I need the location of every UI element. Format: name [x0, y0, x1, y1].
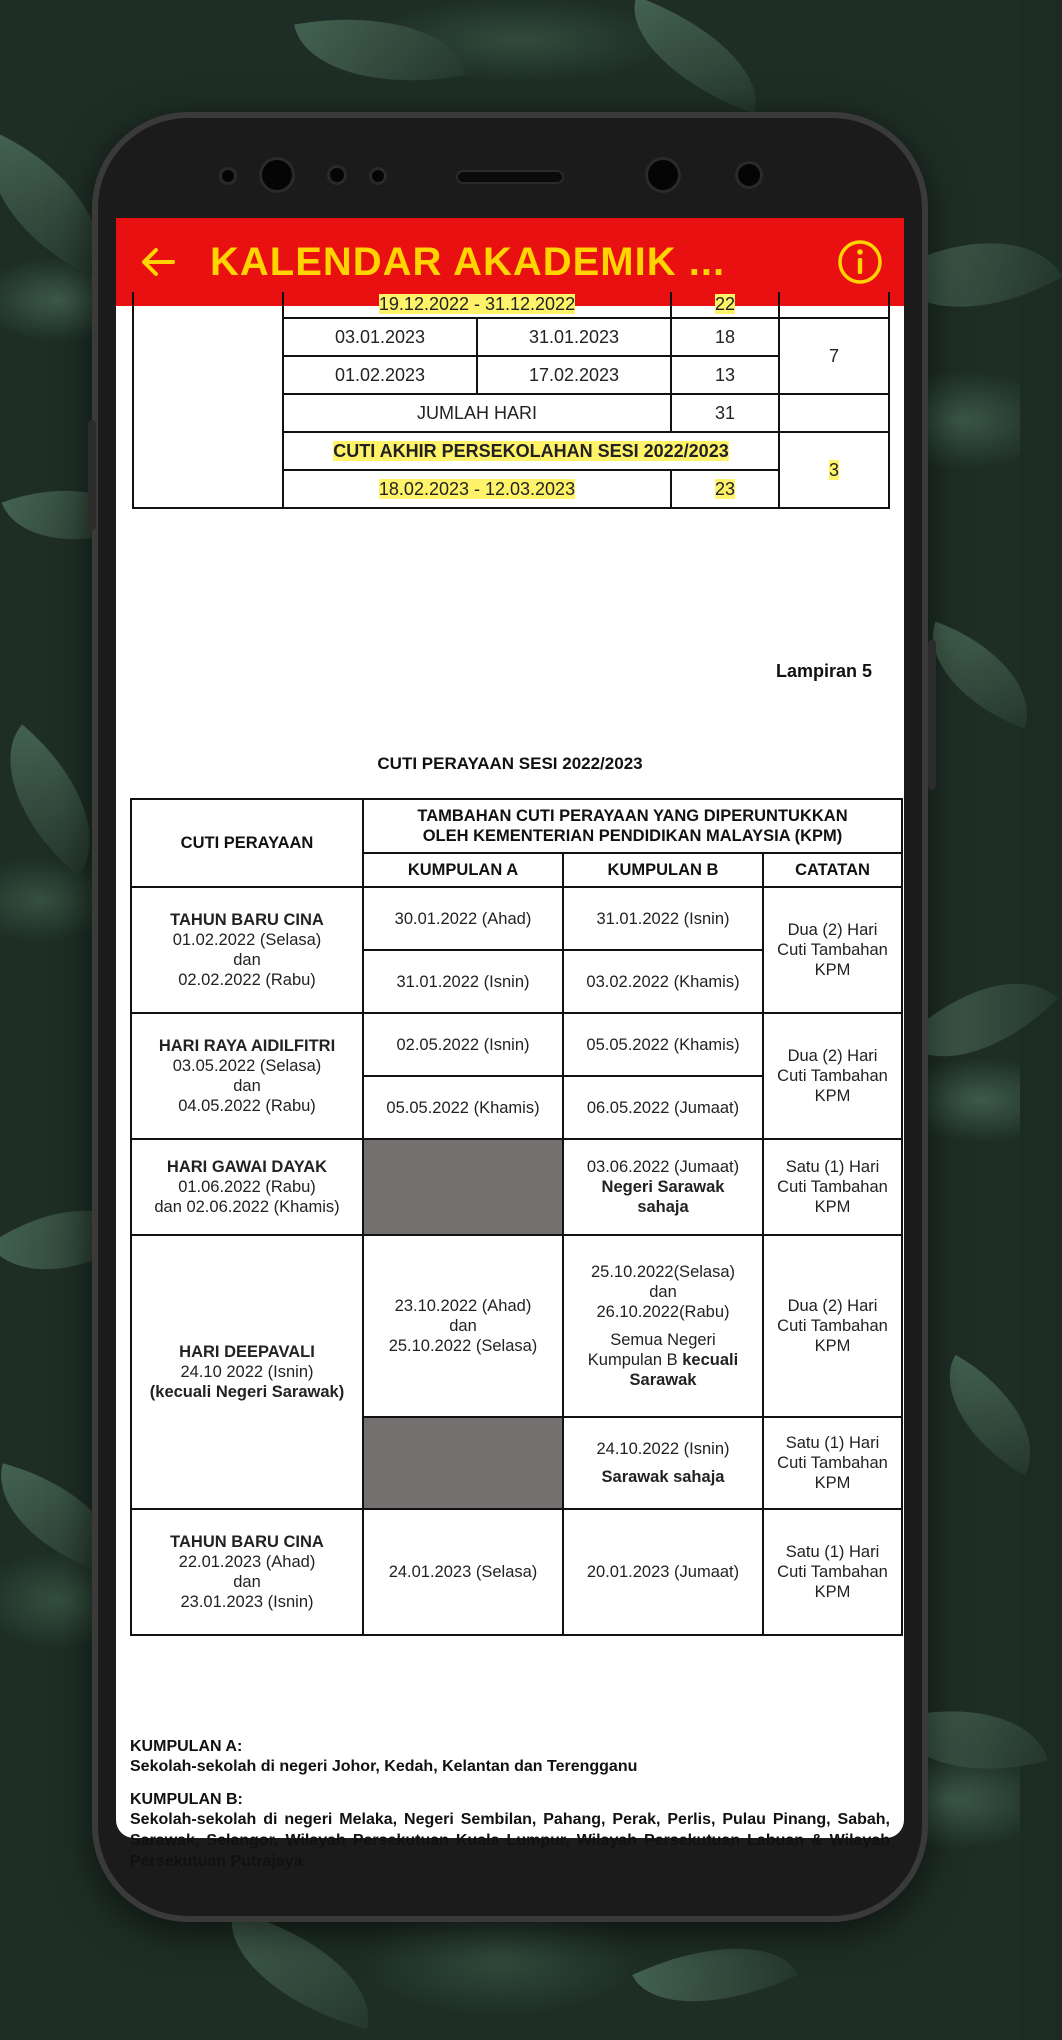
- jumlah-value: 31: [671, 394, 779, 432]
- sensor-icon: [372, 170, 384, 182]
- row-start-date: 01.02.2023: [283, 356, 477, 394]
- catatan-cell: Satu (1) Hari Cuti Tambahan KPM: [763, 1139, 902, 1235]
- table-caption: CUTI PERAYAAN SESI 2022/2023: [377, 754, 643, 773]
- document-page: [116, 294, 904, 1870]
- cut-row-days: 22: [671, 292, 779, 318]
- catatan-cell: Satu (1) Hari Cuti Tambahan KPM: [763, 1509, 902, 1635]
- notes-section: [130, 1724, 890, 1872]
- catatan-cell: Dua (2) Hari Cuti Tambahan KPM: [763, 1013, 902, 1139]
- empty-cell: [779, 394, 889, 432]
- term-number-cell: [133, 292, 283, 508]
- catatan-cell: Satu (1) Hari Cuti Tambahan KPM: [763, 1417, 902, 1509]
- power-button: [928, 640, 936, 790]
- kumpulan-a-date: 05.05.2022 (Khamis): [363, 1076, 563, 1139]
- catatan-cell: Dua (2) Hari Cuti Tambahan KPM: [763, 887, 902, 1013]
- term-table: [132, 292, 890, 509]
- header-kumpulan-b: KUMPULAN B: [563, 853, 763, 887]
- shaded-cell: [363, 1417, 563, 1509]
- holiday-tbc-2023: TAHUN BARU CINA 22.01.2023 (Ahad) dan 23.01.2023 (Isnin): [131, 1509, 363, 1635]
- sensor-icon: [738, 164, 760, 186]
- lampiran-label: Lampiran 5: [776, 661, 873, 681]
- front-camera-icon: [262, 160, 292, 190]
- kumpulan-b-date: 25.10.2022(Selasa) dan 26.10.2022(Rabu) Semua Negeri Kumpulan B kecuali Sarawak: [563, 1235, 763, 1417]
- row-end-date: 31.01.2023: [477, 318, 671, 356]
- kumpulan-a-date: 02.05.2022 (Isnin): [363, 1013, 563, 1076]
- kumpulan-b-label: KUMPULAN B:: [130, 1791, 243, 1808]
- info-button[interactable]: [836, 238, 884, 286]
- header-catatan: CATATAN: [763, 853, 902, 887]
- kumpulan-b-date: 24.10.2022 (Isnin) Sarawak sahaja: [563, 1417, 763, 1509]
- cut-row-dates: 19.12.2022 - 31.12.2022: [283, 292, 671, 318]
- jumlah-label: JUMLAH HARI: [283, 394, 671, 432]
- shaded-cell: [363, 1139, 563, 1235]
- sensor-icon: [222, 170, 234, 182]
- kumpulan-b-date: 31.01.2022 (Isnin): [563, 887, 763, 950]
- catatan-cell: Dua (2) Hari Cuti Tambahan KPM: [763, 1235, 902, 1417]
- cuti-akhir-dates: 18.02.2023 - 12.03.2023: [283, 470, 671, 508]
- cuti-akhir-days: 23: [671, 470, 779, 508]
- app-screen: [116, 218, 904, 1870]
- row-days: 13: [671, 356, 779, 394]
- cuti-perayaan-table: [130, 798, 903, 1636]
- kumpulan-a-text: Sekolah-sekolah di negeri Johor, Kedah, Kelantan dan Terengganu: [130, 1758, 638, 1775]
- kumpulan-a-date: 23.10.2022 (Ahad) dan 25.10.2022 (Selasa): [363, 1235, 563, 1417]
- holiday-hari-raya: HARI RAYA AIDILFITRI 03.05.2022 (Selasa) dan 04.05.2022 (Rabu): [131, 1013, 363, 1139]
- holiday-gawai: HARI GAWAI DAYAK 01.06.2022 (Rabu) dan 02.06.2022 (Khamis): [131, 1139, 363, 1235]
- kumpulan-b-date: 03.06.2022 (Jumaat) Negeri Sarawak sahaja: [563, 1139, 763, 1235]
- row-end-date: 17.02.2023: [477, 356, 671, 394]
- earpiece-speaker: [458, 172, 562, 182]
- row-start-date: 03.01.2023: [283, 318, 477, 356]
- kumpulan-b-date: 03.02.2022 (Khamis): [563, 950, 763, 1013]
- kumpulan-a-label: KUMPULAN A:: [130, 1738, 243, 1755]
- kumpulan-b-date: 05.05.2022 (Khamis): [563, 1013, 763, 1076]
- info-circle-icon: [836, 238, 884, 286]
- holiday-tbc-2022: TAHUN BARU CINA 01.02.2022 (Selasa) dan 02.02.2022 (Rabu): [131, 887, 363, 1013]
- cuti-akhir-weeks: 3: [779, 432, 889, 508]
- row-days: 18: [671, 318, 779, 356]
- arrow-left-icon: [141, 247, 175, 277]
- kumpulan-a-date: 31.01.2022 (Isnin): [363, 950, 563, 1013]
- volume-button: [88, 420, 96, 530]
- header-kumpulan-a: KUMPULAN A: [363, 853, 563, 887]
- holiday-deepavali: HARI DEEPAVALI 24.10 2022 (Isnin) (kecuali Negeri Sarawak): [131, 1235, 363, 1509]
- kumpulan-a-date: 30.01.2022 (Ahad): [363, 887, 563, 950]
- page-title: KALENDAR AKADEMIK ...: [210, 239, 726, 284]
- row-weeks: 7: [779, 318, 889, 394]
- kumpulan-b-date: 20.01.2023 (Jumaat): [563, 1509, 763, 1635]
- cut-row-weeks: [779, 292, 889, 318]
- kumpulan-b-date: 06.05.2022 (Jumaat): [563, 1076, 763, 1139]
- cuti-akhir-label: CUTI AKHIR PERSEKOLAHAN SESI 2022/2023: [283, 432, 779, 470]
- kumpulan-a-date: 24.01.2023 (Selasa): [363, 1509, 563, 1635]
- kumpulan-b-text: Sekolah-sekolah di negeri Melaka, Negeri Sembilan, Pahang, Perak, Perlis, Pulau Pinang, Sabah, Sarawak, Selangor, Wilayah Persekutuan Kuala Lumpur, Wilayah Persekutuan Labuan & Wilayah Persekutuan Putrajaya: [130, 1811, 890, 1870]
- header-cuti-perayaan: CUTI PERAYAAN: [131, 799, 363, 887]
- front-camera-icon: [648, 160, 678, 190]
- header-tambahan: TAMBAHAN CUTI PERAYAAN YANG DIPERUNTUKKAN OLEH KEMENTERIAN PENDIDIKAN MALAYSIA (KPM): [363, 799, 902, 853]
- sensor-icon: [330, 168, 344, 182]
